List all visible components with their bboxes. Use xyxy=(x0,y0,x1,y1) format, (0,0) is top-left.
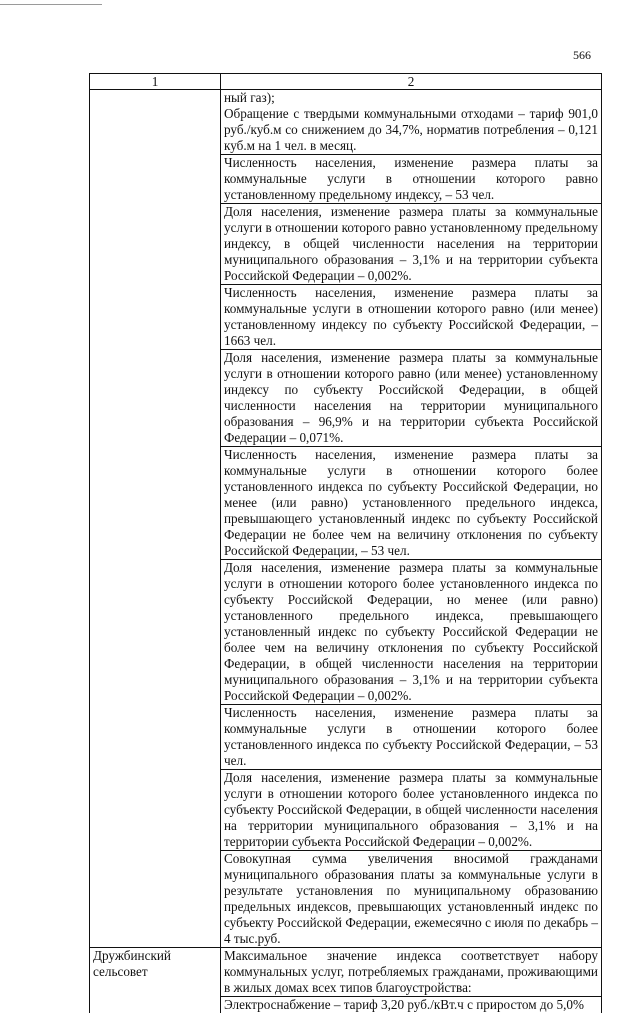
table-header-row xyxy=(90,74,602,90)
paragraph-text: Электроснабжение – тариф 3,20 руб./кВт.ч с приростом до 5,0% xyxy=(224,997,598,1013)
paragraph-text: Численность населения, изменение размера платы за коммунальные услуги в отношении которого равно (или менее) установленному индексу по субъекту Российской Федерации, – 1663 чел. xyxy=(224,285,598,349)
page-number: 566 xyxy=(573,48,591,63)
paragraph-text: Численность населения, изменение размера платы за коммунальные услуги в отношении которого более установленного индекса по субъекту Российской Федерации, – 53 чел. xyxy=(224,705,598,769)
table-row xyxy=(90,90,602,948)
municipality-name: Дружбинский сельсовет xyxy=(93,948,217,980)
row-indicators-cell xyxy=(221,948,602,1013)
table-header-col2: 2 xyxy=(221,74,602,90)
paragraph-text: Доля населения, изменение размера платы за коммунальные услуги в отношении которого равно (или менее) установленному индексу по субъекту Российской Федерации, в общей численности населения на территории муниципального образования – 96,9% и на территории субъекта Российской Федерации – 0,071%. xyxy=(224,350,598,446)
row-indicators-cell xyxy=(221,90,602,948)
paragraph-text: ный газ); Обращение с твердыми коммунальными отходами – тариф 901,0 руб./куб.м со снижением до 34,7%, норматив потребления – 0,121 куб.м на 1 чел. в месяц. xyxy=(224,90,598,154)
indicator-paragraph xyxy=(221,769,601,850)
paragraph-text: Доля населения, изменение размера платы за коммунальные услуги в отношении которого равно установленному предельному индексу, в общей численности населения на территории муниципального образования – 3,1% и на территории субъекта Российской Федерации – 0,002%. xyxy=(224,204,598,284)
indicator-paragraph xyxy=(221,446,601,559)
paragraph-text: Доля населения, изменение размера платы за коммунальные услуги в отношении которого более установленного индекса по субъекту Российской Федерации, но менее (или равно) установленного предельного индекса, превышающего установленный индекс по субъекту Российской Федерации не более чем на величину отклонения по субъекту Российской Федерации, в общей численности населения на территории муниципального образования – 3,1% и на территории субъекта Российской Федерации – 0,002%. xyxy=(224,560,598,704)
table-header-col1: 1 xyxy=(90,74,221,90)
indicator-paragraph xyxy=(221,284,601,349)
indicator-paragraph xyxy=(221,704,601,769)
indicator-paragraph xyxy=(221,559,601,704)
indicator-paragraph xyxy=(221,948,601,996)
scan-edge-line xyxy=(0,4,102,5)
paragraph-text: Численность населения, изменение размера платы за коммунальные услуги в отношении которого более установленного индекса по субъекту Российской Федерации, но менее (или равно) установленного предельного индекса, превышающего установленный индекс по субъекту Российской Федерации не более чем на величину отклонения по субъекту Российской Федерации, – 53 чел. xyxy=(224,447,598,559)
document-table xyxy=(89,73,602,1013)
indicator-paragraph xyxy=(221,90,601,154)
indicator-paragraph xyxy=(221,203,601,284)
indicator-paragraph xyxy=(221,154,601,203)
row-municipality-cell xyxy=(90,948,221,1013)
indicator-paragraph xyxy=(221,349,601,446)
paragraph-text: Максимальное значение индекса соответствует набору коммунальных услуг, потребляемых гражданами, проживающими в жилых домах всех типов благоустройства: xyxy=(224,948,598,996)
indicator-paragraph xyxy=(221,850,601,947)
row-municipality-cell xyxy=(90,90,221,948)
paragraph-text: Численность населения, изменение размера платы за коммунальные услуги в отношении которого равно установленному предельному индексу, – 53 чел. xyxy=(224,155,598,203)
paragraph-text: Совокупная сумма увеличения вносимой гражданами муниципального образования платы за коммунальные услуги в результате установления по муниципальному образованию предельных индексов, превышающих установленный индекс по субъекту Российской Федерации, ежемесячно с июля по декабрь – 4 тыс.руб. xyxy=(224,851,598,947)
indicator-paragraph xyxy=(221,996,601,1013)
table-row xyxy=(90,948,602,1013)
paragraph-text: Доля населения, изменение размера платы за коммунальные услуги в отношении которого более установленного индекса по субъекту Российской Федерации, в общей численности населения на территории муниципального образования – 3,1% и на территории субъекта Российской Федерации – 0,002%. xyxy=(224,770,598,850)
